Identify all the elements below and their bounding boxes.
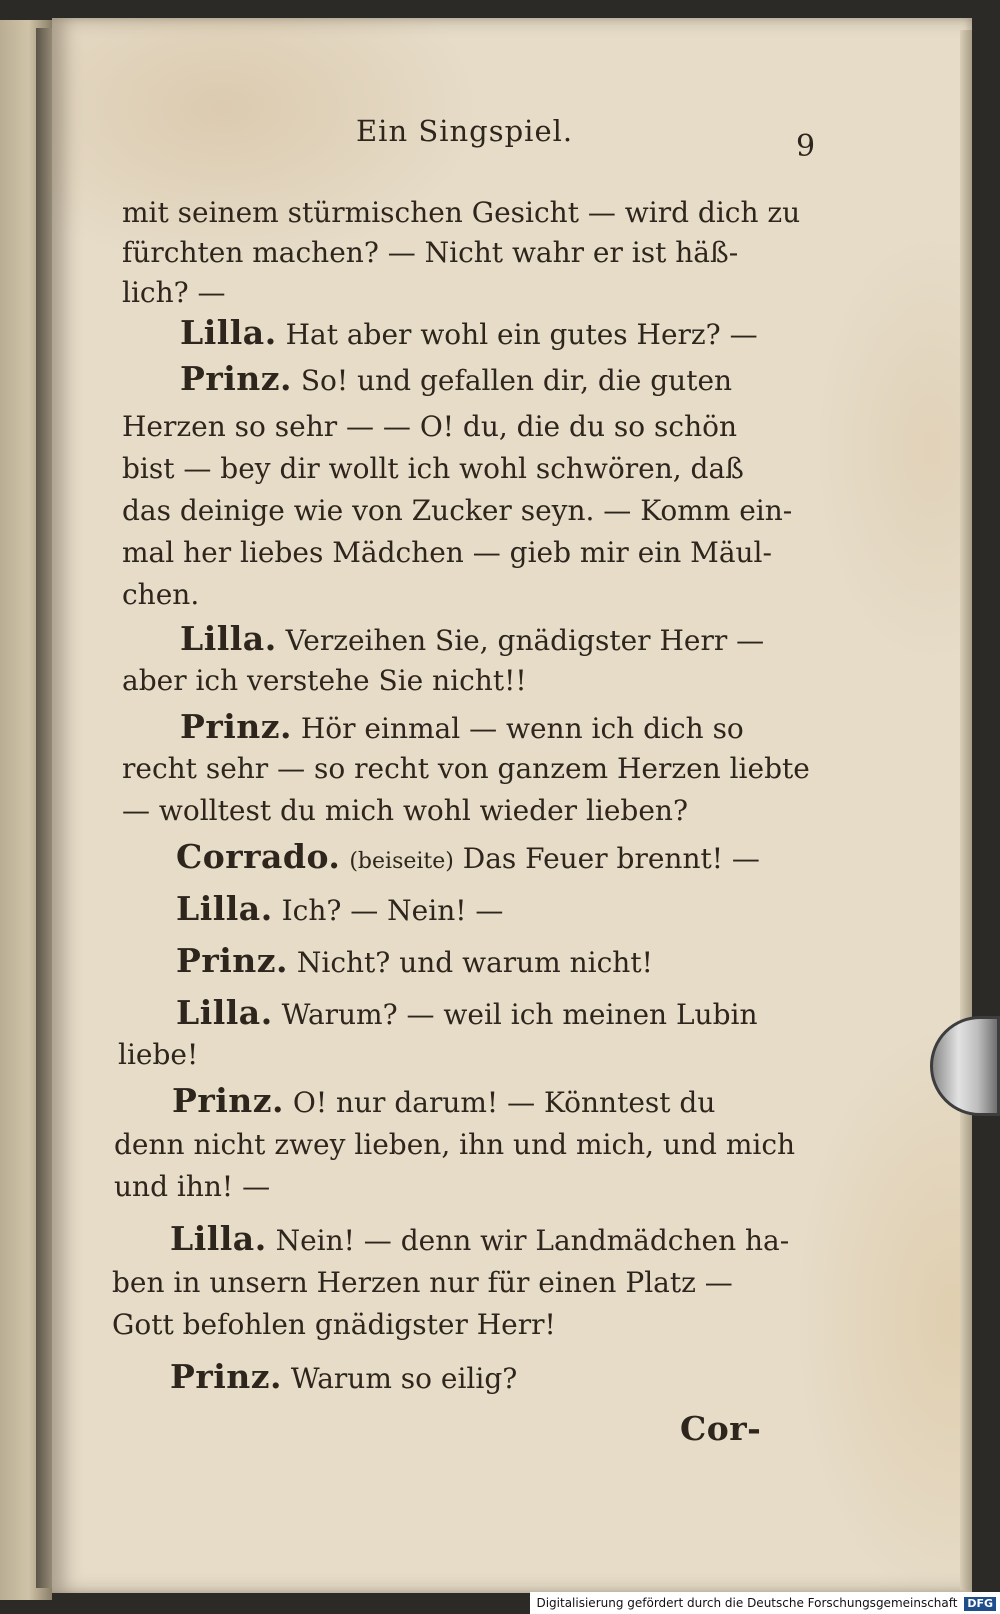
text-line xyxy=(114,1170,270,1204)
speaker-name: Lilla. xyxy=(176,993,273,1032)
dialogue-line xyxy=(176,941,653,980)
line-text: das deinige wie von Zucker seyn. — Komm ein- xyxy=(122,494,793,527)
dfg-logo: DFG xyxy=(964,1597,996,1611)
text-line xyxy=(112,1308,556,1342)
speaker-name: Prinz. xyxy=(172,1081,284,1120)
speaker-name: Prinz. xyxy=(176,941,288,980)
page-number: 9 xyxy=(796,129,816,164)
line-text: Hat aber wohl ein gutes Herz? — xyxy=(285,318,758,351)
dialogue-line xyxy=(170,1357,518,1396)
text-line xyxy=(114,1128,795,1162)
dialogue-line xyxy=(180,359,733,398)
text-line xyxy=(122,196,816,230)
line-text: denn nicht zwey lieben, ihn und mich, und mich xyxy=(114,1128,796,1161)
line-text: und ihn! — xyxy=(114,1170,271,1203)
text-line xyxy=(122,276,226,310)
line-text: Nicht? und warum nicht! xyxy=(296,946,653,979)
text-line xyxy=(122,794,688,828)
line-text: So! und gefallen dir, die guten xyxy=(300,364,733,397)
dialogue-line xyxy=(180,313,758,352)
page-fore-edge xyxy=(960,30,972,1590)
speaker-name: Prinz. xyxy=(180,707,292,746)
line-text: chen. xyxy=(122,578,200,611)
dialogue-line xyxy=(176,889,504,928)
speaker-name: Lilla. xyxy=(180,619,277,658)
text-line xyxy=(122,410,737,444)
line-text: Herzen so sehr — — O! du, die du so schön xyxy=(122,410,737,443)
line-text: O! nur darum! — Könntest du xyxy=(292,1086,716,1119)
line-text: Nein! — denn wir Landmädchen ha- xyxy=(275,1224,790,1257)
line-text: ben in unsern Herzen nur für einen Platz — xyxy=(112,1266,733,1299)
line-text: Ich? — Nein! — xyxy=(281,894,504,927)
dialogue-line xyxy=(170,1219,790,1258)
line-text: liebe! xyxy=(118,1038,199,1071)
stage-direction: (beiseite) xyxy=(349,849,454,874)
text-line xyxy=(118,1038,198,1072)
line-text: Das Feuer brennt! — xyxy=(462,842,760,875)
digitization-credit xyxy=(530,1592,1000,1614)
line-text: lich? — xyxy=(122,276,226,309)
text-line xyxy=(122,236,816,270)
dialogue-line xyxy=(180,707,744,746)
line-text: recht sehr — so recht von ganzem Herzen liebte xyxy=(122,752,810,785)
line-text: aber ich verstehe Sie nicht!! xyxy=(122,664,527,697)
text-line xyxy=(122,494,792,528)
line-text: Gott befohlen gnädigster Herr! xyxy=(112,1308,556,1341)
credit-text: Digitalisierung gefördert durch die Deutsche Forschungsgemeinschaft xyxy=(536,1596,958,1610)
running-title: Ein Singspiel. xyxy=(356,114,574,148)
speaker-name: Lilla. xyxy=(176,889,273,928)
dialogue-line xyxy=(176,993,758,1032)
speaker-name: Lilla. xyxy=(180,313,277,352)
line-text: fürchten machen? — Nicht wahr er ist häß- xyxy=(122,236,739,269)
dialogue-line xyxy=(176,837,760,879)
text-line xyxy=(122,578,199,612)
line-text: Hör einmal — wenn ich dich so xyxy=(300,712,744,745)
speaker-name: Lilla. xyxy=(170,1219,267,1258)
text-line xyxy=(122,752,810,786)
text-line xyxy=(122,536,772,570)
text-line xyxy=(122,664,527,698)
line-text: — wolltest du mich wohl wieder lieben? xyxy=(122,794,688,827)
catchword: Cor- xyxy=(680,1409,762,1448)
line-text: Warum? — weil ich meinen Lubin xyxy=(281,998,758,1031)
speaker-name: Prinz. xyxy=(180,359,292,398)
line-text: Verzeihen Sie, gnädigster Herr — xyxy=(285,624,765,657)
dialogue-line xyxy=(180,619,765,658)
text-line xyxy=(122,452,744,486)
line-text: mit seinem stürmischen Gesicht — wird dich zu xyxy=(122,196,801,229)
speaker-name: Corrado. xyxy=(176,837,341,876)
line-text: bist — bey dir wollt ich wohl schwören, daß xyxy=(122,452,744,485)
text-line xyxy=(112,1266,733,1300)
line-text: Warum so eilig? xyxy=(290,1362,518,1395)
line-text: mal her liebes Mädchen — gieb mir ein Mäul- xyxy=(122,536,772,569)
dialogue-line xyxy=(172,1081,716,1120)
speaker-name: Prinz. xyxy=(170,1357,282,1396)
